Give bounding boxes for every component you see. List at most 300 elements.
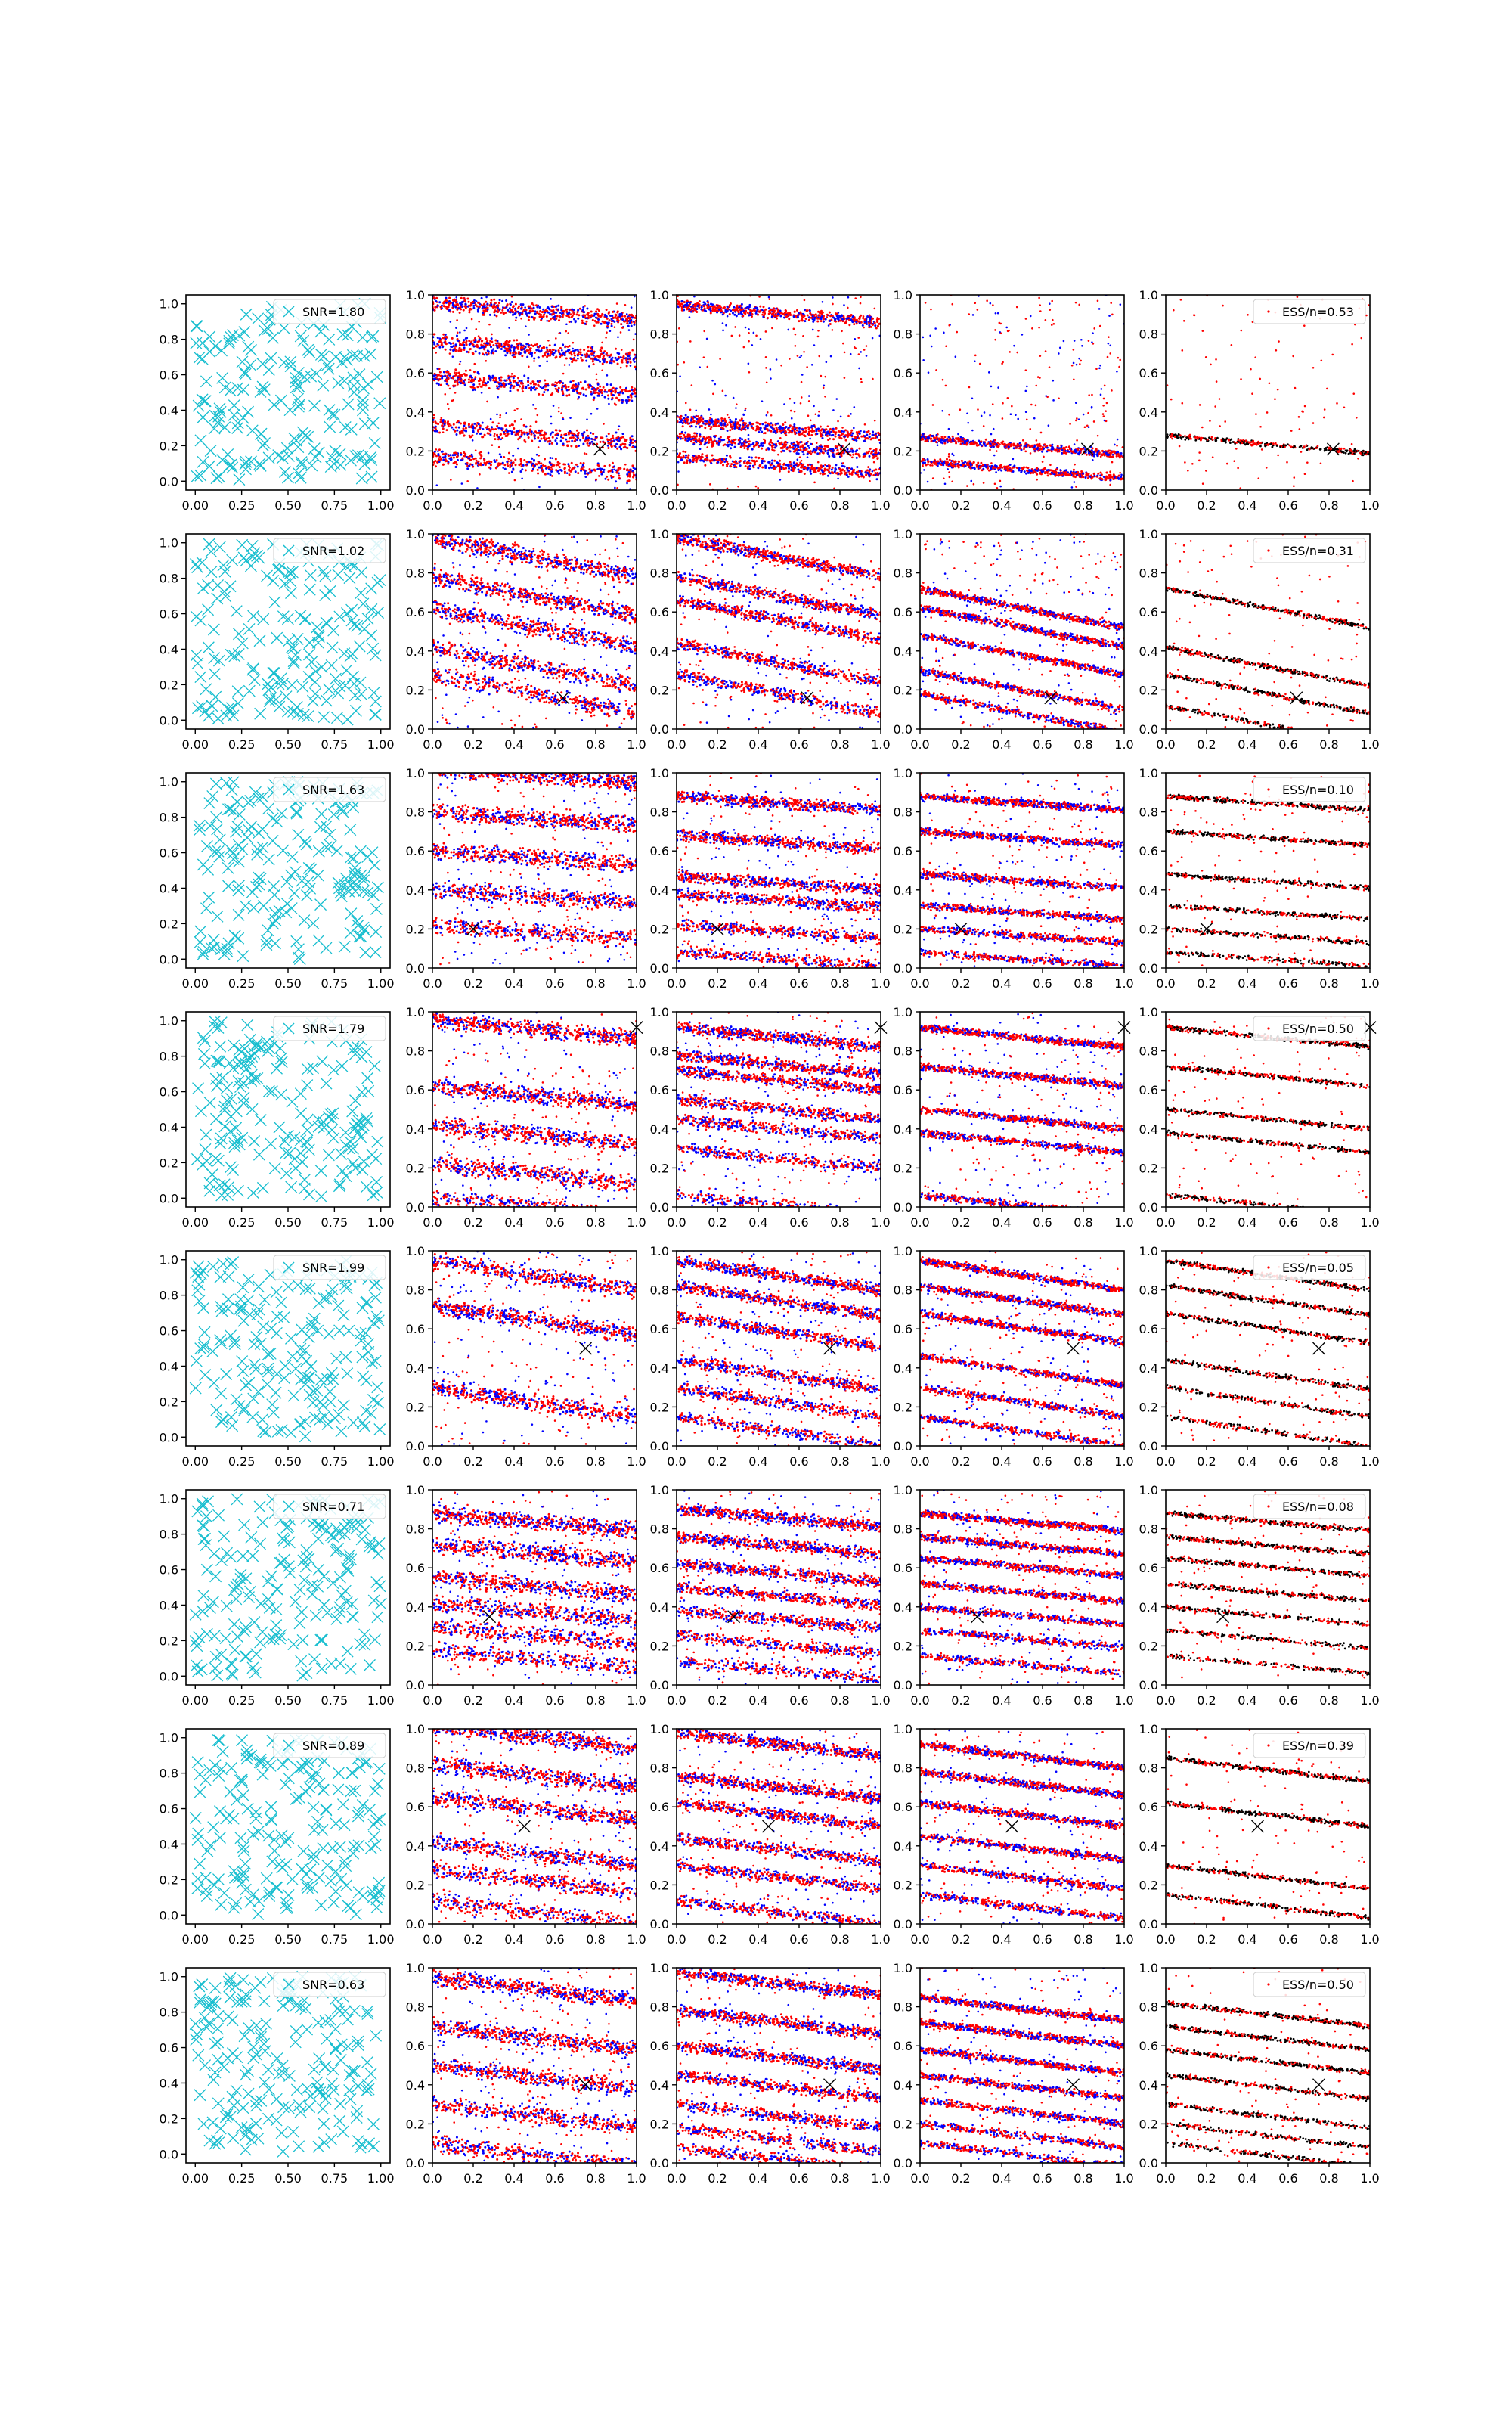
particle-point [463, 424, 466, 427]
particle-point [460, 454, 462, 456]
particle-point [820, 310, 823, 312]
particle-point [563, 467, 565, 470]
particle-point [620, 437, 622, 439]
particle-point [747, 461, 749, 463]
particle-point [858, 448, 860, 450]
particle-point [592, 433, 594, 435]
particle-point [593, 388, 595, 390]
particle-point [693, 307, 696, 309]
particle-point [491, 349, 494, 352]
particle-point [495, 343, 497, 345]
particle-point [479, 473, 481, 476]
particle-point [785, 426, 788, 428]
particle-point [597, 383, 600, 386]
particle-point [771, 459, 773, 461]
particle-point [845, 434, 847, 436]
particle-point [627, 480, 629, 482]
particle-point [463, 422, 465, 424]
particle-point [523, 374, 525, 377]
particle-point [508, 327, 510, 329]
particle-point [532, 345, 534, 347]
particle-point [592, 361, 594, 363]
particle-point [748, 304, 751, 306]
particle-point [851, 451, 854, 453]
particle-point [727, 424, 729, 426]
particle-point [473, 363, 476, 365]
particle-point [569, 316, 571, 318]
particle-point [616, 352, 618, 354]
particle-point [477, 461, 479, 463]
particle-point [626, 447, 628, 449]
particle-point [854, 439, 856, 441]
particle-point [1040, 355, 1042, 357]
particle-point [765, 448, 767, 451]
particle-point [1016, 352, 1018, 354]
particle-point [593, 396, 596, 399]
particle-point [805, 318, 807, 320]
particle-point [687, 457, 689, 459]
particle-point [847, 415, 850, 417]
particle-point [1088, 340, 1090, 342]
particle-point [611, 469, 613, 471]
particle-point [435, 297, 438, 299]
particle-point [857, 473, 859, 476]
particle-point [777, 454, 779, 456]
particle-point [468, 351, 470, 353]
particle-point [556, 442, 558, 445]
particle-point [793, 461, 795, 464]
particle-point [1049, 366, 1051, 368]
particle-point [838, 473, 840, 475]
particle-point [840, 434, 842, 436]
particle-point [572, 436, 575, 439]
particle-point [1002, 402, 1004, 405]
particle-point [734, 426, 736, 428]
particle-point [521, 431, 523, 433]
particle-point [542, 464, 544, 467]
particle-point [512, 455, 514, 457]
particle-point [877, 474, 879, 476]
particle-point [460, 349, 462, 352]
particle-point [622, 355, 624, 358]
particle-point [993, 428, 995, 430]
particle-point [586, 352, 588, 355]
particle-point [810, 419, 812, 421]
particle-point [609, 464, 611, 467]
particle-point [761, 467, 764, 469]
particle-point [720, 461, 723, 463]
particle-point [685, 402, 687, 405]
particle-point [735, 407, 737, 409]
particle-point [1002, 417, 1004, 420]
particle-point [816, 442, 818, 444]
particle-point [727, 487, 729, 489]
particle-point [590, 391, 592, 393]
particle-point [471, 464, 473, 466]
particle-point [438, 383, 440, 386]
particle-point [832, 430, 835, 432]
particle-point [497, 311, 499, 313]
particle-point [564, 354, 566, 356]
particle-point [815, 313, 817, 315]
particle-point [799, 470, 801, 473]
particle-point [555, 308, 557, 310]
particle-point [722, 322, 724, 324]
particle-point [705, 423, 708, 425]
particle-point [999, 486, 1002, 488]
particle-point [618, 425, 621, 427]
particle-point [728, 441, 730, 443]
particle-point [1108, 336, 1110, 338]
particle-point [808, 400, 810, 402]
particle-point [490, 299, 492, 302]
particle-point [575, 464, 578, 466]
particle-point [822, 437, 824, 439]
particle-point [948, 453, 950, 455]
particle-point [519, 458, 522, 461]
particle-point [841, 427, 844, 429]
particle-point [740, 429, 742, 431]
particle-point [469, 435, 471, 437]
particle-point [787, 329, 789, 331]
particle-point [496, 434, 498, 436]
particle-point [510, 386, 512, 389]
particle-point [558, 411, 560, 413]
particle-point [742, 414, 745, 416]
particle-point [590, 413, 593, 415]
particle-point [514, 420, 516, 423]
particle-point [685, 455, 687, 457]
particle-point [759, 423, 761, 425]
particle-point [995, 312, 997, 315]
particle-point [593, 399, 595, 401]
particle-point [839, 473, 841, 476]
particle-point [476, 300, 478, 302]
particle-point [486, 307, 488, 309]
particle-point [1013, 345, 1015, 347]
particle-point [860, 381, 863, 383]
particle-point [442, 334, 445, 336]
particle-point [807, 456, 809, 458]
particle-point [827, 430, 829, 433]
particle-point [1071, 365, 1074, 367]
particle-point [702, 456, 704, 458]
particle-point [797, 316, 799, 318]
particle-point [481, 340, 483, 342]
particle-point [870, 473, 872, 476]
particle-point [678, 327, 680, 330]
particle-point [723, 458, 725, 461]
particle-point [449, 352, 451, 355]
particle-point [555, 429, 557, 431]
particle-point [799, 356, 801, 358]
particle-point [627, 361, 629, 364]
particle-point [624, 304, 627, 306]
particle-point [631, 400, 633, 402]
particle-point [438, 346, 441, 349]
particle-point [479, 347, 481, 349]
particle-point [567, 463, 569, 465]
particle-point [868, 430, 870, 433]
particle-point [475, 458, 477, 460]
particle-point [837, 478, 839, 480]
particle-point [828, 324, 830, 327]
particle-point [551, 468, 553, 470]
particle-point [479, 386, 482, 388]
particle-point [497, 396, 499, 399]
particle-point [457, 383, 459, 386]
particle-point [1051, 324, 1053, 326]
particle-point [531, 463, 534, 465]
particle-point [596, 408, 599, 410]
particle-point [818, 430, 820, 432]
particle-point [474, 376, 476, 378]
particle-point [694, 305, 696, 307]
particle-point [771, 424, 773, 427]
particle-point [527, 349, 529, 352]
particle-point [521, 433, 523, 436]
particle-point [586, 308, 588, 310]
particle-point [925, 302, 927, 304]
particle-point [513, 409, 516, 411]
particle-point [570, 436, 572, 439]
particle-point [1045, 350, 1047, 352]
particle-point [949, 476, 951, 479]
particle-point [842, 462, 844, 464]
particle-point [730, 309, 732, 312]
particle-point [771, 442, 773, 444]
particle-point [794, 311, 796, 313]
particle-point [565, 311, 568, 313]
particle-point [531, 458, 533, 460]
particle-point [483, 348, 485, 350]
particle-point [819, 449, 821, 451]
particle-point [716, 420, 718, 423]
particle-point [454, 343, 457, 346]
particle-point [596, 313, 599, 315]
particle-point [798, 320, 800, 322]
particle-point [869, 433, 871, 435]
particle-point [433, 461, 435, 464]
particle-point [495, 467, 497, 469]
x-tick-label: 0.6 [789, 498, 808, 513]
particle-point [1076, 364, 1078, 366]
particle-point [787, 464, 789, 467]
particle-point [722, 313, 724, 315]
particle-point [552, 316, 554, 318]
particle-point [488, 387, 491, 389]
particle-point [684, 438, 686, 440]
particle-point [600, 389, 603, 392]
particle-point [534, 430, 537, 433]
particle-point [872, 318, 874, 320]
particle-point [966, 412, 968, 414]
particle-point [809, 309, 811, 312]
particle-point [550, 318, 552, 321]
particle-point [782, 427, 784, 430]
particle-point [556, 464, 558, 466]
particle-point [539, 431, 541, 433]
particle-point [586, 429, 588, 431]
particle-point [826, 433, 829, 435]
particle-point [687, 423, 689, 425]
particle-point [734, 465, 736, 467]
particle-point [718, 438, 720, 440]
particle-point [762, 306, 764, 308]
particle-point [544, 465, 547, 467]
particle-point [809, 438, 811, 440]
particle-point [559, 469, 562, 471]
particle-point [569, 467, 571, 469]
particle-point [538, 486, 541, 489]
particle-point [510, 385, 513, 387]
particle-point [485, 301, 487, 303]
particle-point [683, 301, 686, 303]
particle-point [453, 306, 455, 308]
particle-point [445, 334, 447, 336]
particle-point [579, 308, 581, 310]
particle-point [445, 429, 448, 431]
particle-point [854, 347, 857, 349]
particle-point [719, 305, 721, 307]
particle-point [507, 430, 509, 433]
particle-point [546, 310, 548, 312]
particle-point [804, 473, 806, 475]
particle-point [706, 446, 708, 448]
particle-point [536, 454, 538, 456]
particle-point [550, 470, 553, 473]
particle-point [528, 316, 530, 318]
particle-point [948, 471, 950, 473]
y-tick-label: 0.0 [160, 474, 178, 489]
particle-point [712, 392, 714, 395]
particle-point [827, 449, 829, 451]
particle-point [453, 345, 455, 347]
particle-point [613, 469, 615, 471]
x-tick-label: 0.4 [504, 498, 523, 513]
particle-point [872, 453, 875, 455]
particle-point [584, 440, 587, 442]
particle-point [495, 315, 497, 318]
particle-point [701, 453, 703, 455]
particle-point [599, 361, 601, 363]
particle-point [858, 320, 860, 322]
x-tick-label: 0.8 [830, 498, 849, 513]
particle-point [631, 317, 634, 319]
particle-point [612, 360, 615, 362]
particle-point [719, 358, 721, 360]
particle-point [499, 344, 501, 346]
particle-point [1039, 304, 1041, 306]
particle-point [748, 434, 750, 436]
particle-point [686, 420, 688, 423]
particle-point [551, 306, 553, 308]
particle-point [488, 467, 491, 469]
particle-point [596, 379, 598, 381]
particle-point [572, 380, 575, 382]
particle-point [519, 386, 521, 388]
particle-point [761, 423, 764, 425]
particle-point [601, 313, 603, 315]
particle-point [783, 317, 785, 319]
particle-point [589, 468, 591, 470]
particle-point [1045, 319, 1047, 321]
particle-point [633, 339, 635, 341]
particle-point [767, 447, 770, 449]
particle-point [626, 482, 628, 485]
particle-point [577, 309, 579, 312]
x-tick-label: 0.50 [274, 498, 302, 513]
particle-point [851, 316, 854, 318]
particle-point [478, 464, 480, 466]
particle-point [829, 433, 831, 436]
particle-point [1058, 397, 1060, 399]
particle-point [773, 450, 776, 452]
particle-point [567, 332, 569, 334]
particle-point [538, 455, 540, 457]
particle-point [589, 471, 591, 473]
particle-point [779, 443, 781, 445]
particle-point [548, 320, 550, 322]
particle-point [562, 417, 564, 419]
particle-point [872, 430, 874, 433]
particle-point [850, 467, 853, 470]
particle-point [742, 422, 745, 424]
particle-point [442, 431, 445, 433]
particle-point [515, 303, 517, 306]
particle-point [442, 302, 445, 305]
particle-point [531, 430, 533, 433]
particle-point [470, 426, 472, 428]
particle-point [442, 427, 445, 430]
particle-point [493, 435, 495, 437]
particle-panel [406, 288, 646, 513]
particle-point [835, 398, 838, 400]
particle-point [629, 322, 631, 324]
particle-point [435, 345, 438, 347]
particle-point [447, 385, 449, 387]
particle-point [528, 436, 530, 439]
particle-point [869, 468, 871, 470]
particle-point [824, 396, 826, 398]
particle-point [876, 458, 878, 460]
particle-point [601, 342, 603, 344]
particle-point [863, 349, 866, 351]
particle-point [535, 420, 538, 423]
particle-point [990, 433, 993, 436]
particle-point [544, 379, 546, 381]
particle-point [695, 455, 697, 458]
particle-point [496, 387, 498, 389]
particle-point [475, 463, 477, 465]
particle-point [628, 329, 631, 331]
particle-point [753, 332, 755, 334]
particle-point [606, 331, 608, 334]
particle-point [864, 471, 866, 473]
particle-point [720, 310, 723, 312]
particle-point [832, 296, 834, 299]
particle-point [626, 365, 628, 367]
particle-point [844, 465, 846, 467]
particle-point [562, 390, 564, 392]
particle-point [465, 430, 467, 433]
particle-point [521, 388, 523, 390]
particle-point [631, 464, 634, 467]
particle-point [708, 408, 711, 411]
particle-point [448, 408, 450, 410]
particle-point [696, 418, 698, 420]
particle-point [710, 462, 712, 464]
